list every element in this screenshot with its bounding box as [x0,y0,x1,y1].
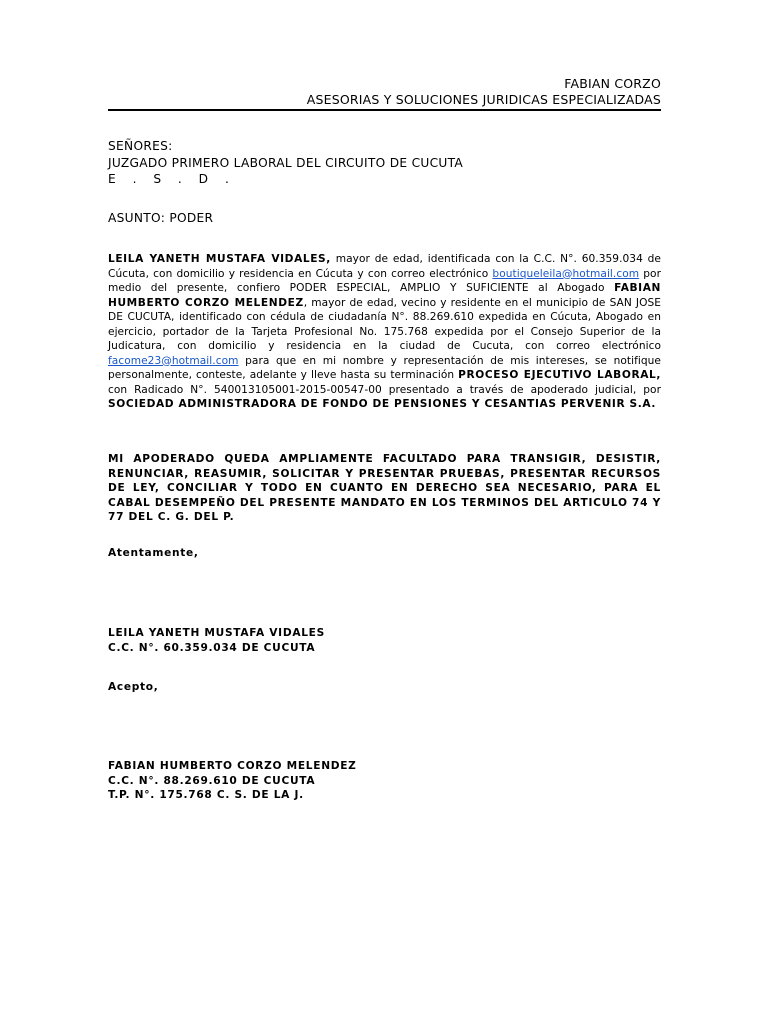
closing: Atentamente, [108,547,199,559]
grantor-signature-name: LEILA YANETH MUSTAFA VIDALES [108,627,325,639]
body-text-3: , mayor de edad, vecino y residente en el municipio de SAN JOSE DE CUCUTA, identificado con cédula de ciudadanía N°. 88.269.610 expedida en Cúcuta, Abogado en ejercicio, portador de la Tarjeta Profesional No. 175.768 expedida por el Consejo Superior de la Judicatura, con domicilio y residencia en la ciudad de Cucuta, con correo electrónico [108,296,661,352]
addressee-block [108,138,661,188]
letterhead-rule [108,109,661,111]
attorney-name: FABIAN HUMBERTO CORZO MELENDEZ [108,282,661,309]
attorney-signature-name: FABIAN HUMBERTO CORZO MELENDEZ [108,760,357,772]
grantor-signature-id: C.C. N°. 60.359.034 DE CUCUTA [108,641,316,654]
body-text-2: por medio del presente, confiero PODER ESPECIAL, AMPLIO Y SUFICIENTE al Abogado [108,267,661,294]
body-text-5: con Radicado N°. 540013105001-2015-00547-00 presentado a través de apoderado judicial, por [108,383,661,396]
grantor-email-link[interactable]: boutiqueleila@hotmail.com [492,267,640,280]
attorney-email-link[interactable]: facome23@hotmail.com [108,354,239,367]
letterhead-firm: ASESORIAS Y SOLUCIONES JURIDICAS ESPECIALIZADAS [306,92,661,107]
entity-name: SOCIEDAD ADMINISTRADORA DE FONDO DE PENSIONES Y CESANTIAS PERVENIR S.A. [108,398,656,410]
body-text-4: para que en mi nombre y representación de mis intereses, se notifique personalmente, conteste, adelante y lleve hasta su terminación [108,354,661,381]
grantor-signature-block [108,626,661,655]
letterhead-name: FABIAN CORZO [564,76,661,91]
body-text-1: mayor de edad, identificada con la C.C. N°. 60.359.034 de Cúcuta, con domicilio y residencia en Cúcuta y con correo electrónico [108,253,662,280]
powers-clause: MI APODERADO QUEDA AMPLIAMENTE FACULTADO PARA TRANSIGIR, DESISTIR, RENUNCIAR, REASUMIR, SOLICITAR Y PRESENTAR PRUEBAS, PRESENTAR RECURSOS DE LEY, CONCILIAR Y TODO EN CUANTO EN DERECHO SEA NECESARIO, PARA EL CABAL DESEMPEÑO DEL PRESENTE MANDATO EN LOS TERMINOS DEL ARTICULO 74 Y 77 DEL C. G. DEL P. [108,453,661,523]
grantor-name: LEILA YANETH MUSTAFA VIDALES, [108,253,331,265]
letterhead [108,76,661,108]
attorney-signature-tp: T.P. N°. 175.768 C. S. DE LA J. [108,789,304,801]
acceptance: Acepto, [108,681,159,693]
salutation: SEÑORES: [108,139,173,153]
court-name: JUZGADO PRIMERO LABORAL DEL CIRCUITO DE CUCUTA [108,155,464,170]
process-type: PROCESO EJECUTIVO LABORAL, [458,369,661,381]
body-paragraph [108,252,661,412]
attorney-signature-block [108,759,661,803]
esd-line: E . S . D . [108,172,236,186]
subject-line: ASUNTO: PODER [108,211,214,225]
attorney-signature-id: C.C. N°. 88.269.610 DE CUCUTA [108,774,316,787]
